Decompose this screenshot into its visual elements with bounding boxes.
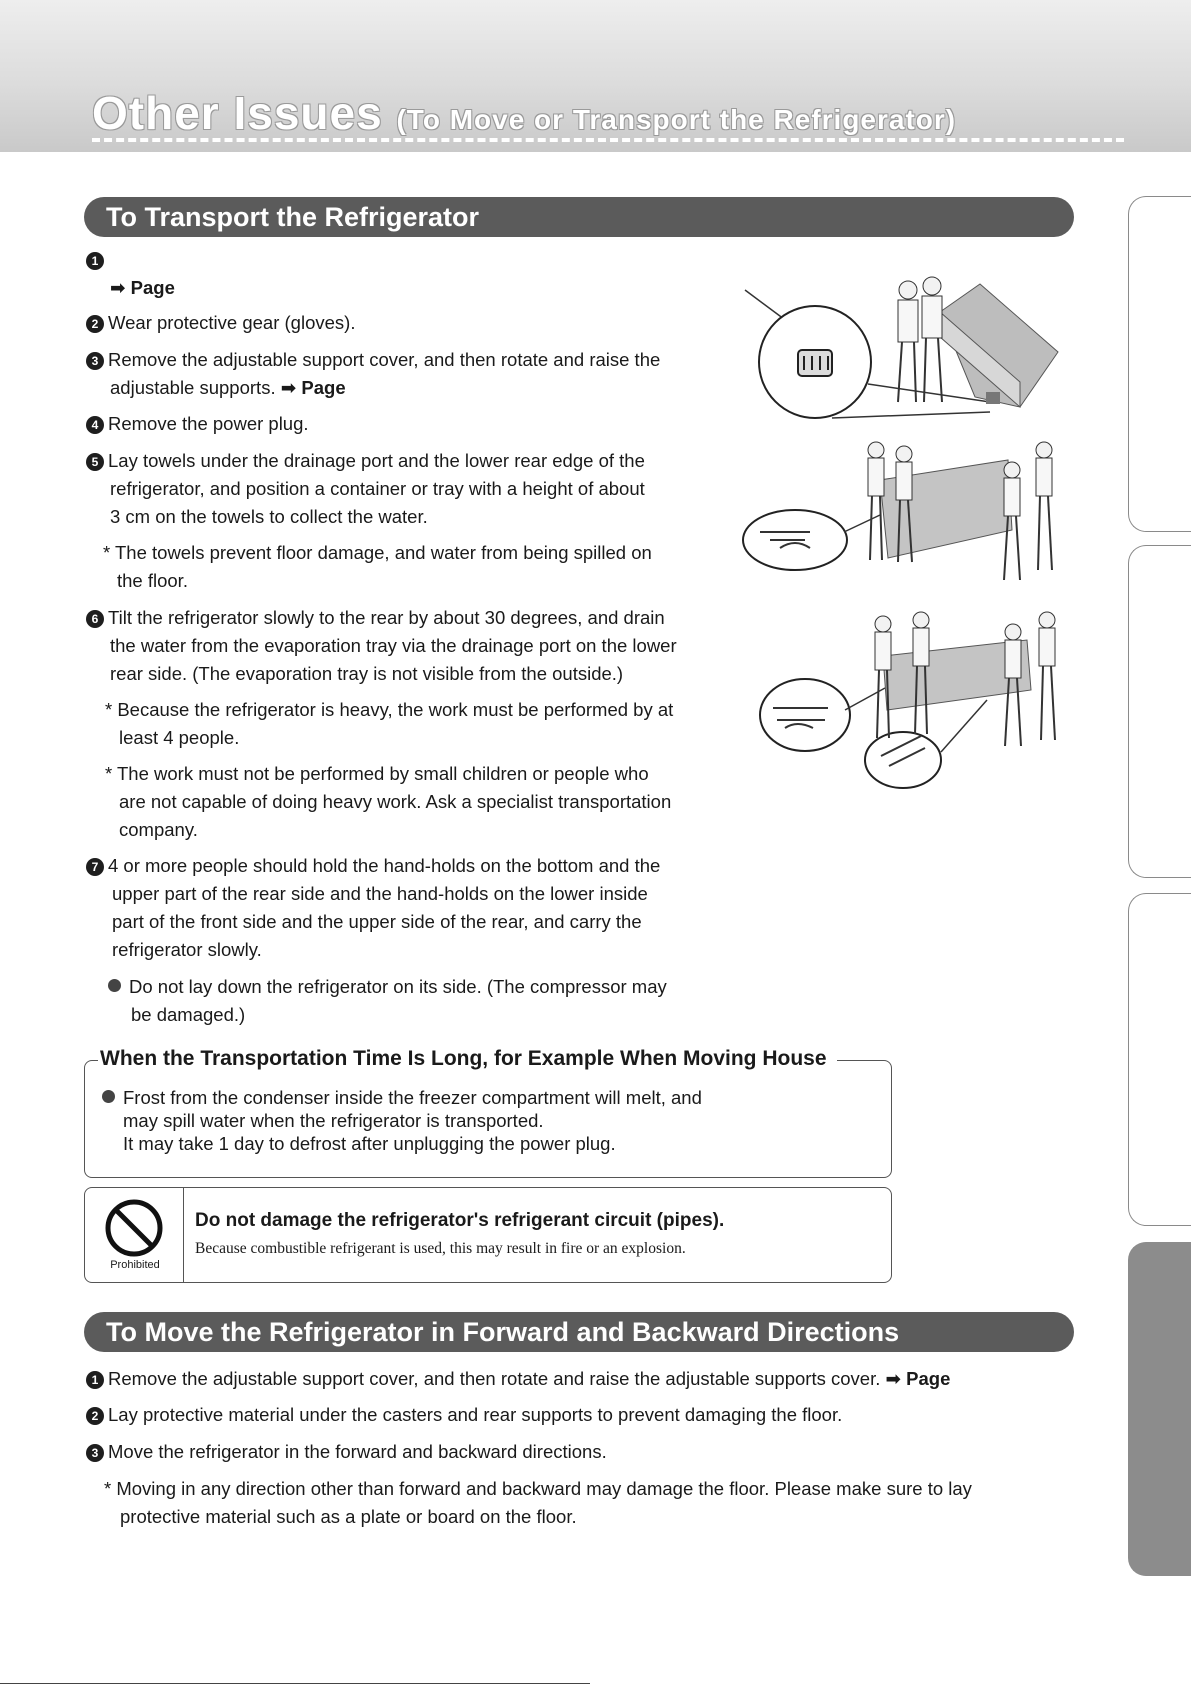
step-text: the water from the evaporation tray via the drainage port on the lower [110,635,677,656]
header-banner [0,0,1191,152]
note-side-bullet [108,973,667,1029]
note-towels [103,539,652,595]
circled-number-icon: 2 [86,1407,104,1425]
step-text: Lay protective material under the casters and rear supports to prevent damaging the floor. [108,1404,843,1425]
transport-step-3 [86,346,726,402]
note-children [105,760,671,844]
move-step-1 [86,1365,1066,1393]
right-arrow-icon: ➡ [280,377,297,398]
header-dashed-rule [92,138,1124,142]
note-text: least 4 people. [119,727,240,748]
step-text: Remove the adjustable support cover, and then rotate and raise the adjustable supports cover. [108,1368,881,1389]
circled-number-icon: 6 [86,610,104,628]
transport-step-4 [86,410,726,438]
page-subtitle: (To Move or Transport the Refrigerator) [396,104,957,135]
transport-step-2 [86,309,726,337]
step-text: Tilt the refrigerator slowly to the rear by about 30 degrees, and drain [108,607,665,628]
box-text: Frost from the condenser inside the freezer compartment will melt, and [123,1087,702,1108]
right-arrow-icon: ➡ [110,277,126,298]
circled-number-icon: 1 [86,1371,104,1389]
step-text: upper part of the rear side and the hand-holds on the lower inside [112,883,648,904]
note-text: company. [119,819,198,840]
circled-number-icon: 3 [86,352,104,370]
warning-text: Because combustible refrigerant is used, this may result in fire or an explosion. [195,1240,686,1257]
long-transport-title: When the Transportation Time Is Long, for Example When Moving House [98,1047,837,1071]
circled-number-icon: 7 [86,858,104,876]
prohibited-warning-box [84,1187,892,1283]
side-tab-1[interactable] [1128,196,1191,532]
step-text: Move the refrigerator in the forward and backward directions. [108,1441,607,1462]
step-text: refrigerator, and position a container or tray with a height of about [110,478,645,499]
prohibited-label: Prohibited [110,1259,160,1271]
step-text: 4 or more people should hold the hand-holds on the bottom and the [108,855,661,876]
step-text: 3 cm on the towels to collect the water. [110,506,428,527]
note-direction [104,1475,1079,1531]
section-heading-move: To Move the Refrigerator in Forward and Backward Directions [84,1312,1074,1352]
side-tab-3[interactable] [1128,893,1191,1226]
transport-step-6 [86,604,726,688]
note-text: the floor. [117,570,188,591]
circled-number-icon: 2 [86,315,104,333]
note-text: * The work must not be performed by small children or people who [105,763,649,784]
step-text: Remove the adjustable support cover, and then rotate and raise the [108,349,661,370]
circled-number-icon: 3 [86,1444,104,1462]
right-arrow-icon: ➡ [885,1368,902,1389]
note-text: * The towels prevent floor damage, and water from being spilled on [103,542,652,563]
box-text: It may take 1 day to defrost after unplugging the power plug. [123,1133,616,1154]
note-text: * Because the refrigerator is heavy, the work must be performed by at [105,699,674,720]
illustration-carry-tilted [740,440,1070,590]
prohibited-icon [104,1198,164,1258]
transport-step-7 [86,852,726,964]
note-text: be damaged.) [131,1004,246,1025]
warning-title: Do not damage the refrigerator's refrigerant circuit (pipes). [195,1210,725,1231]
step-text: rear side. (The evaporation tray is not visible from the outside.) [110,663,624,684]
page-reference: Page [906,1368,951,1389]
step-text: part of the front side and the upper side of the rear, and carry the [112,911,642,932]
step-text: Wear protective gear (gloves). [108,312,356,333]
footer-rule [0,1683,590,1684]
transport-step-5 [86,447,726,531]
step-text: adjustable supports. [110,377,276,398]
circled-number-icon: 1 [86,252,104,270]
note-text: protective material such as a plate or board on the floor. [120,1506,577,1527]
circled-number-icon: 4 [86,416,104,434]
page-reference: Page [130,277,175,298]
illustration-support-cover [740,272,1080,432]
long-transport-body [102,1086,702,1155]
step-text: Lay towels under the drainage port and the lower rear edge of the [108,450,645,471]
warning-divider [183,1188,184,1282]
side-tab-4-active[interactable] [1128,1242,1191,1576]
step-text: Remove the power plug. [108,413,309,434]
note-text: * Moving in any direction other than forward and backward may damage the floor. Please make sure to lay [104,1478,972,1499]
circled-number-icon: 5 [86,453,104,471]
bullet-dot-icon [102,1090,115,1103]
bullet-dot-icon [108,979,121,992]
page-title [92,86,956,140]
page-title-main: Other Issues [92,87,383,139]
note-heavy [105,696,673,752]
transport-step-1 [86,246,726,302]
note-text: Do not lay down the refrigerator on its side. (The compressor may [129,976,667,997]
page-reference: Page [301,377,346,398]
move-step-3 [86,1438,1066,1466]
move-step-2 [86,1401,1066,1429]
illustration-carry-horizontal [755,610,1075,790]
step-text: refrigerator slowly. [112,939,262,960]
side-tab-2[interactable] [1128,545,1191,878]
note-text: are not capable of doing heavy work. Ask a specialist transportation [119,791,672,812]
section-heading-transport: To Transport the Refrigerator [84,197,1074,237]
box-text: may spill water when the refrigerator is transported. [123,1110,544,1131]
